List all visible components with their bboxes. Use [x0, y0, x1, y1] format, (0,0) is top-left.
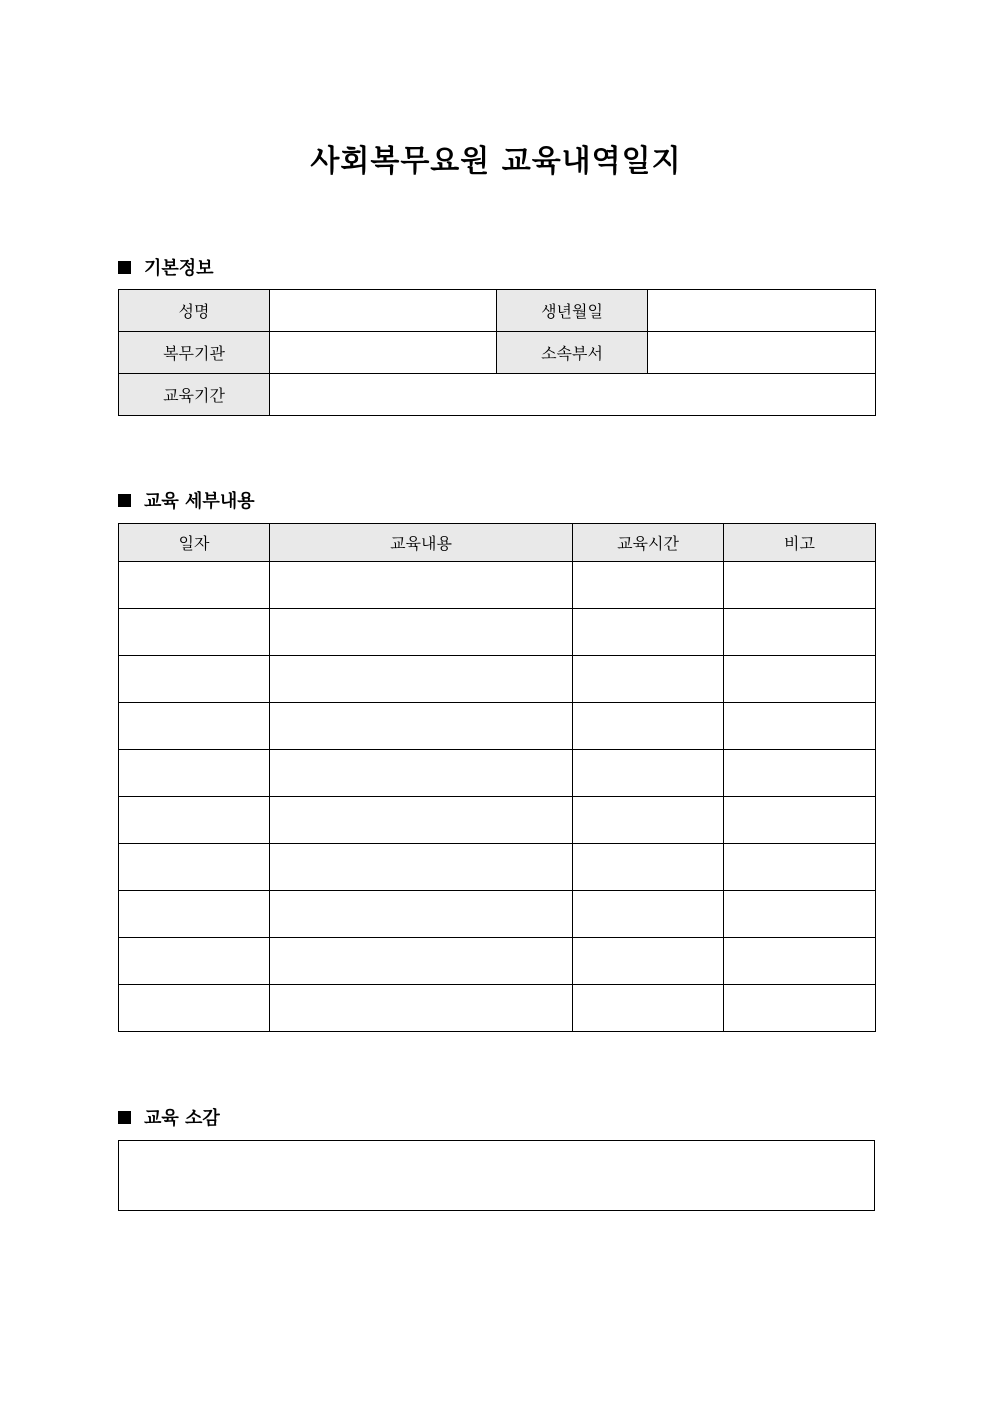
period-label: 교육기간: [119, 374, 270, 416]
date-cell[interactable]: [119, 891, 270, 938]
birth-field[interactable]: [648, 290, 876, 332]
hours-cell[interactable]: [573, 938, 724, 985]
content-cell[interactable]: [270, 844, 573, 891]
basic-info-table: [118, 289, 876, 416]
remarks-cell[interactable]: [724, 985, 876, 1032]
hours-cell[interactable]: [573, 703, 724, 750]
hours-cell[interactable]: [573, 797, 724, 844]
date-cell[interactable]: [119, 703, 270, 750]
date-cell[interactable]: [119, 985, 270, 1032]
impression-heading: [118, 1104, 220, 1130]
square-bullet-icon: [118, 494, 131, 507]
remarks-cell[interactable]: [724, 609, 876, 656]
content-cell[interactable]: [270, 750, 573, 797]
content-cell[interactable]: [270, 891, 573, 938]
column-header-content: 교육내용: [270, 524, 573, 562]
name-label: 성명: [119, 290, 270, 332]
remarks-cell[interactable]: [724, 703, 876, 750]
content-cell[interactable]: [270, 562, 573, 609]
remarks-cell[interactable]: [724, 656, 876, 703]
date-cell[interactable]: [119, 562, 270, 609]
basic-info-heading: [118, 254, 214, 280]
date-cell[interactable]: [119, 750, 270, 797]
table-row: [119, 844, 876, 891]
remarks-cell[interactable]: [724, 797, 876, 844]
content-cell[interactable]: [270, 985, 573, 1032]
hours-cell[interactable]: [573, 844, 724, 891]
date-cell[interactable]: [119, 938, 270, 985]
impression-heading-label: 교육 소감: [144, 1108, 220, 1129]
dept-field[interactable]: [648, 332, 876, 374]
remarks-cell[interactable]: [724, 844, 876, 891]
remarks-cell[interactable]: [724, 750, 876, 797]
hours-cell[interactable]: [573, 609, 724, 656]
agency-field[interactable]: [270, 332, 497, 374]
impression-field[interactable]: [118, 1140, 875, 1211]
basic-info-heading-label: 기본정보: [144, 258, 214, 279]
date-cell[interactable]: [119, 844, 270, 891]
details-heading-label: 교육 세부내용: [144, 491, 255, 512]
content-cell[interactable]: [270, 797, 573, 844]
table-row: [119, 609, 876, 656]
table-row: [119, 656, 876, 703]
table-row: [119, 797, 876, 844]
column-header-hours: 교육시간: [573, 524, 724, 562]
content-cell[interactable]: [270, 656, 573, 703]
dept-label: 소속부서: [497, 332, 648, 374]
remarks-cell[interactable]: [724, 891, 876, 938]
page-title: 사회복무요원 교육내역일지: [310, 144, 682, 179]
remarks-cell[interactable]: [724, 562, 876, 609]
date-cell[interactable]: [119, 797, 270, 844]
table-row: [119, 985, 876, 1032]
hours-cell[interactable]: [573, 985, 724, 1032]
name-field[interactable]: [270, 290, 497, 332]
table-row: [119, 938, 876, 985]
content-cell[interactable]: [270, 609, 573, 656]
details-heading: [118, 487, 255, 513]
table-row: [119, 703, 876, 750]
square-bullet-icon: [118, 261, 131, 274]
hours-cell[interactable]: [573, 750, 724, 797]
date-cell[interactable]: [119, 656, 270, 703]
column-header-date: 일자: [119, 524, 270, 562]
details-table: [118, 523, 876, 1032]
birth-label: 생년월일: [497, 290, 648, 332]
hours-cell[interactable]: [573, 562, 724, 609]
remarks-cell[interactable]: [724, 938, 876, 985]
hours-cell[interactable]: [573, 656, 724, 703]
square-bullet-icon: [118, 1111, 131, 1124]
hours-cell[interactable]: [573, 891, 724, 938]
content-cell[interactable]: [270, 938, 573, 985]
date-cell[interactable]: [119, 609, 270, 656]
content-cell[interactable]: [270, 703, 573, 750]
table-row: [119, 891, 876, 938]
period-field[interactable]: [270, 374, 876, 416]
table-row: [119, 750, 876, 797]
agency-label: 복무기관: [119, 332, 270, 374]
table-row: [119, 562, 876, 609]
column-header-remarks: 비고: [724, 524, 876, 562]
